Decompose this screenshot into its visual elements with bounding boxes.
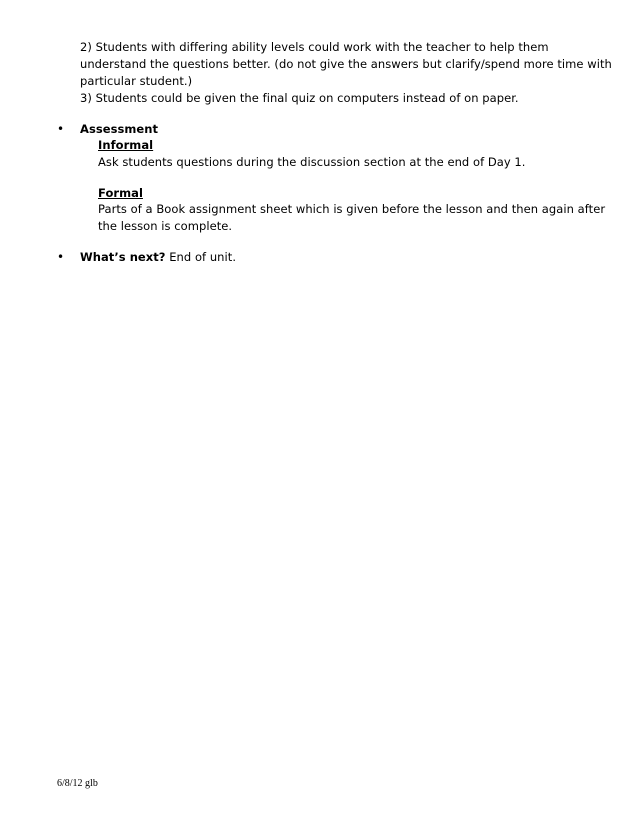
informal-text: Ask students questions during the discussion section at the end of Day 1. — [98, 155, 526, 169]
formal-text-line-2: the lesson is complete. — [98, 219, 233, 233]
whats-next-bullet: • — [57, 250, 65, 264]
footer-date-initials: 6/8/12 glb — [57, 778, 98, 789]
whats-next-line — [80, 248, 236, 266]
whats-next-label: What’s next? — [80, 250, 166, 264]
differentiation-item-2-line-1: 2) Students with differing ability levels could work with the teacher to help them — [80, 40, 549, 54]
differentiation-item-2-line-2: understand the questions better. (do not give the answers but clarify/spend more time with — [80, 57, 612, 71]
formal-heading: Formal — [98, 186, 143, 200]
differentiation-item-3: 3) Students could be given the final quiz on computers instead of on paper. — [80, 91, 519, 105]
formal-text-line-1: Parts of a Book assignment sheet which is given before the lesson and then again after — [98, 202, 606, 216]
whats-next-text: End of unit. — [165, 250, 237, 264]
assessment-heading: Assessment — [80, 122, 159, 136]
informal-heading: Informal — [98, 138, 154, 152]
assessment-bullet: • — [57, 122, 65, 136]
differentiation-item-2-line-3: particular student.) — [80, 74, 193, 88]
